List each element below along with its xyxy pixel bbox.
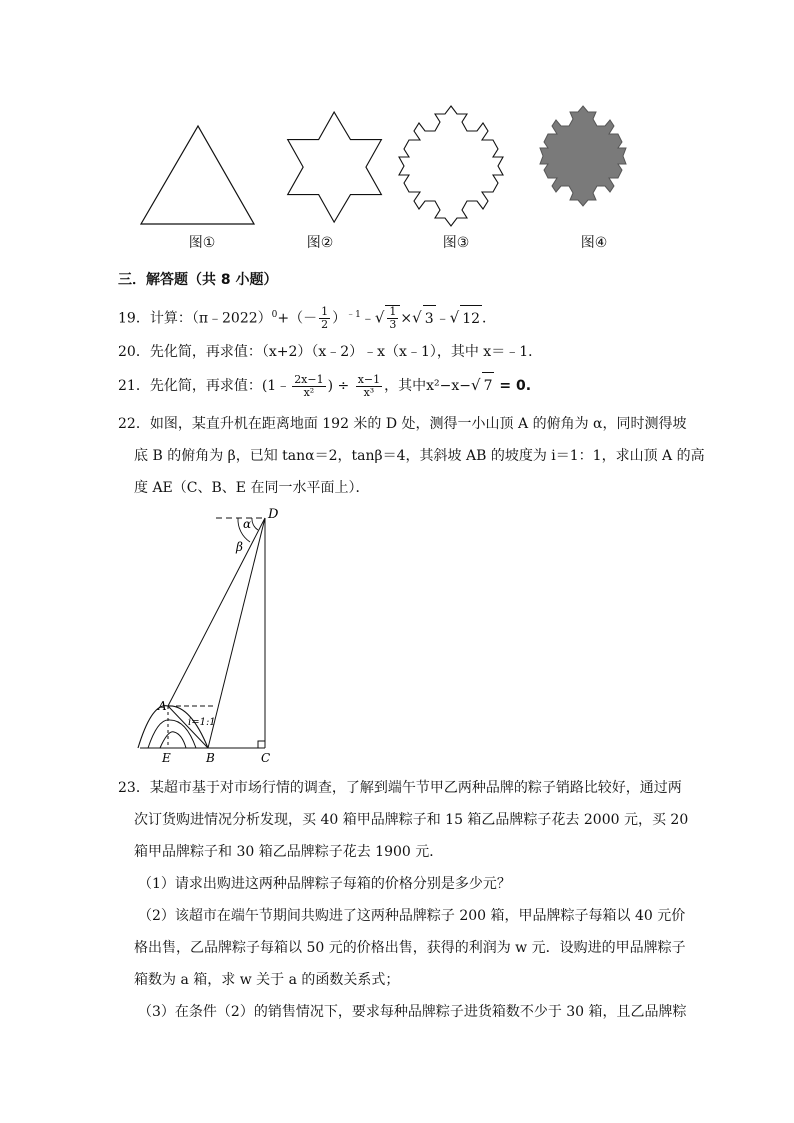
q21-fraction-2: $\frac{x-1}{\text{x³}}$ [357, 372, 381, 399]
question-19: 19．计算：（π﹣2022）$^0$+（－ $\frac{1}{2}$ ）$^{﹣1}$﹣√ $\frac{1}{3}$ ×√ 3 ﹣√ 12 ． [118, 305, 497, 332]
question-20: 20．先化简，再求值：（x+2）（x﹣2）﹣x（x﹣1），其中 x＝﹣1． [118, 344, 543, 360]
q19-exponent-neg1: ﹣1 [346, 310, 361, 320]
section-heading: 三．解答题（共 8 小题） [118, 272, 278, 288]
figure-1-triangle [130, 100, 270, 230]
q19-minus: － [303, 310, 318, 327]
caption-figure-2: 图② [306, 235, 334, 251]
question-23-part-1: （1）请求出购进这两种品牌粽子每箱的价格分别是多少元？ [138, 876, 511, 892]
q21-condition: ，其中x²−x− [384, 378, 471, 394]
diagram-label-beta: β [236, 540, 243, 554]
q19-end: ． [482, 310, 497, 327]
q19-minus-3: ﹣ [435, 310, 450, 327]
diagram-label-e: E [162, 751, 171, 765]
caption-figure-4: 图④ [580, 235, 608, 251]
q19-sqrt-fraction: $\frac{1}{3}$ [385, 305, 400, 332]
q19-minus-2: ﹣ [360, 310, 375, 327]
diagram-alpha-arc [252, 518, 258, 530]
diagram-label-d: D [268, 507, 279, 522]
q19-fraction: $\frac{1}{2}$ [321, 305, 329, 332]
q21-sqrt-7: 7 [482, 372, 495, 399]
q21-equals: = 0. [494, 378, 532, 394]
figure-3-koch-outline [398, 100, 508, 230]
diagram-hill-inner [160, 732, 186, 748]
question-22-line-3: 度 AE（C、B、E 在同一水平面上）． [134, 480, 370, 496]
question-22-line-1: 22．如图，某直升机在距离地面 192 米的 D 处，测得一小山顶 A 的俯角为 α，同时测得坡 [118, 416, 687, 432]
q19-close: ） [332, 310, 347, 327]
question-23-line-2: 次订货购进情况分析发现，买 40 箱甲品牌粽子和 15 箱乙品牌粽子花去 2000 元，买 20 [134, 812, 689, 828]
q19-sqrt-12: 12 [460, 305, 482, 332]
diagram-segment-da [168, 518, 265, 706]
figure-2-star [270, 100, 410, 230]
diagram-label-a: A [158, 699, 167, 713]
question-23-part-3-line-1: （3）在条件（2）的销售情况下，要求每种品牌粽子进货箱数不少于 30 箱，且乙品牌粽 [138, 1004, 687, 1020]
caption-figure-1: 图① [188, 235, 216, 251]
q21-minus: ﹣ [276, 378, 291, 394]
diagram-label-slope: i=1:1 [188, 717, 216, 728]
question-23-part-2-line-3: 箱数为 a 箱，求 w 关于 a 的函数关系式； [134, 972, 400, 988]
diagram-right-angle [258, 741, 265, 748]
q21-prefix: 21．先化简，再求值：(1 [118, 378, 277, 394]
q21-divide: ) ÷ [327, 378, 354, 394]
question-22-diagram [130, 506, 290, 768]
q19-plus: +（ [277, 310, 304, 327]
koch-figure-row [130, 100, 670, 260]
q19-prefix: 19．计算：（π﹣2022） [118, 310, 272, 327]
question-22-line-2: 底 B 的俯角为 β，已知 tanα＝2，tanβ＝4，其斜坡 AB 的坡度为 i＝1：1，求山顶 A 的高 [134, 448, 705, 464]
q19-times: × [400, 310, 413, 327]
diagram-label-alpha: α [243, 517, 252, 531]
question-23-line-1: 23．某超市基于对市场行情的调查，了解到端午节甲乙两种品牌的粽子销路比较好，通过两 [118, 780, 682, 796]
diagram-label-b: B [206, 751, 215, 765]
question-23-line-3: 箱甲品牌粽子和 30 箱乙品牌粽子花去 1900 元． [134, 844, 444, 860]
q19-sqrt-3: 3 [423, 305, 436, 332]
caption-figure-3: 图③ [442, 235, 470, 251]
question-23-part-2-line-2: 格出售，乙品牌粽子每箱以 50 元的价格出售，获得的利润为 w 元．设购进的甲品牌粽子 [134, 940, 686, 956]
q21-fraction-1: $\frac{2x-1}{\text{x²}}$ [294, 372, 324, 399]
diagram-label-c: C [261, 751, 271, 765]
q19-exponent-0: 0 [271, 310, 278, 320]
question-21: 21．先化简，再求值：(1﹣ $\frac{2x-1}{\text{x²}}$ ) ÷ $\frac{x-1}{\text{x³}}$ ，其中x²−x−√ 7 = 0. [118, 372, 532, 399]
question-23-part-2-line-1: （2）该超市在端午节期间共购进了这两种品牌粽子 200 箱，甲品牌粽子每箱以 40 元价 [138, 908, 686, 924]
figure-4-koch-filled [535, 100, 645, 230]
